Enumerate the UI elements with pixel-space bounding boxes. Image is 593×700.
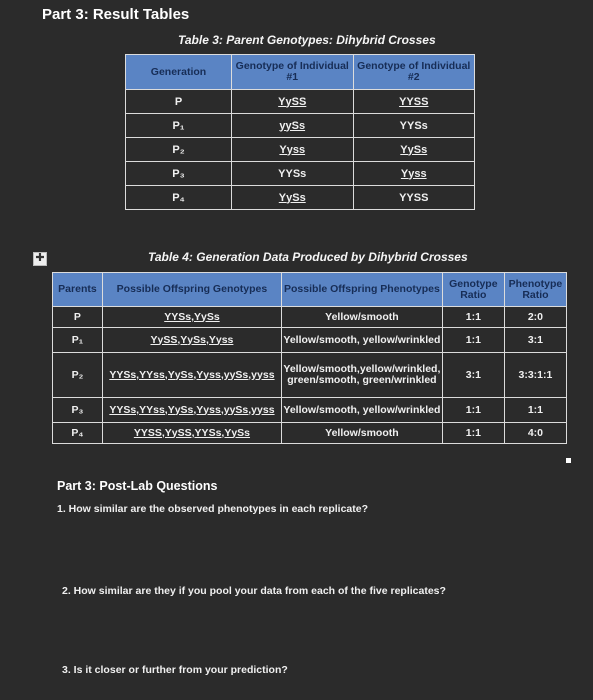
table4-cell-parent: P₃ bbox=[53, 398, 103, 423]
table4-cell-phenotypes: Yellow/smooth bbox=[282, 423, 443, 444]
table4-cell-genotype-ratio: 1:1 bbox=[442, 328, 504, 353]
table4-cell-phenotypes: Yellow/smooth, yellow/wrinkled bbox=[282, 328, 443, 353]
table3-cell-gen: P₁ bbox=[126, 114, 232, 138]
table3-header-generation: Generation bbox=[126, 55, 232, 90]
table4-caption: Table 4: Generation Data Produced by Dihybrid Crosses bbox=[148, 250, 468, 264]
table4-cell-genotype-ratio: 1:1 bbox=[442, 398, 504, 423]
table4-cell-genotypes: YYSs,YYss,YySs,Yyss,yySs,yyss bbox=[102, 353, 281, 398]
table3-cell-g1: YYSs bbox=[232, 162, 354, 186]
table-row bbox=[126, 138, 475, 162]
table3-cell-g2: Yyss bbox=[353, 162, 475, 186]
table3-cell-g2: YYSS bbox=[353, 90, 475, 114]
table4-cell-genotype-ratio: 3:1 bbox=[442, 353, 504, 398]
question-2: 2. How similar are they if you pool your data from each of the five replicates? bbox=[62, 585, 446, 597]
table-row bbox=[53, 353, 567, 398]
table4-cell-phenotypes: Yellow/smooth,yellow/wrinkled, green/smooth, green/wrinkled bbox=[282, 353, 443, 398]
question-1: 1. How similar are the observed phenotypes in each replicate? bbox=[57, 503, 369, 515]
table4-header-genotype-ratio: Genotype Ratio bbox=[442, 273, 504, 307]
table-row bbox=[53, 398, 567, 423]
table4-cell-genotypes: YYSs,YYss,YySs,Yyss,yySs,yyss bbox=[102, 398, 281, 423]
post-lab-title: Part 3: Post-Lab Questions bbox=[57, 479, 218, 493]
table4-cell-parent: P₄ bbox=[53, 423, 103, 444]
table3-cell-g1: Yyss bbox=[232, 138, 354, 162]
table4-cell-genotypes: YYSS,YySS,YYSs,YySs bbox=[102, 423, 281, 444]
table-row bbox=[126, 186, 475, 210]
table3-parent-genotypes bbox=[125, 54, 475, 210]
table3-cell-gen: P bbox=[126, 90, 232, 114]
table4-cell-phenotypes: Yellow/smooth, yellow/wrinkled bbox=[282, 398, 443, 423]
table4-cell-genotype-ratio: 1:1 bbox=[442, 423, 504, 444]
table4-cell-genotypes: YySS,YySs,Yyss bbox=[102, 328, 281, 353]
table3-header-individual2: Genotype of Individual #2 bbox=[353, 55, 475, 90]
resize-handle[interactable] bbox=[566, 458, 571, 463]
table4-cell-genotypes: YYSs,YySs bbox=[102, 307, 281, 328]
table-row bbox=[53, 307, 567, 328]
table4-cell-phenotype-ratio: 3:1 bbox=[504, 328, 566, 353]
table4-cell-parent: P bbox=[53, 307, 103, 328]
table4-cell-parent: P₁ bbox=[53, 328, 103, 353]
table3-header-individual1: Genotype of Individual #1 bbox=[232, 55, 354, 90]
table3-cell-g2: YySs bbox=[353, 138, 475, 162]
table3-caption: Table 3: Parent Genotypes: Dihybrid Crosses bbox=[178, 33, 436, 47]
part-title: Part 3: Result Tables bbox=[42, 6, 190, 23]
plus-move-icon[interactable]: ✚ bbox=[33, 252, 47, 266]
table4-cell-parent: P₂ bbox=[53, 353, 103, 398]
table4-cell-phenotype-ratio: 3:3:1:1 bbox=[504, 353, 566, 398]
table-row bbox=[126, 90, 475, 114]
table3-cell-gen: P₃ bbox=[126, 162, 232, 186]
question-3: 3. Is it closer or further from your prediction? bbox=[62, 664, 288, 676]
table-row bbox=[53, 423, 567, 444]
table4-cell-phenotype-ratio: 4:0 bbox=[504, 423, 566, 444]
table3-cell-g1: YySS bbox=[232, 90, 354, 114]
table3-cell-g2: YYSS bbox=[353, 186, 475, 210]
table4-cell-phenotypes: Yellow/smooth bbox=[282, 307, 443, 328]
table-row bbox=[126, 114, 475, 138]
table4-cell-phenotype-ratio: 2:0 bbox=[504, 307, 566, 328]
table-row bbox=[53, 328, 567, 353]
table3-cell-gen: P₄ bbox=[126, 186, 232, 210]
table3-cell-gen: P₂ bbox=[126, 138, 232, 162]
table3-cell-g1: YySs bbox=[232, 186, 354, 210]
table4-header-genotypes: Possible Offspring Genotypes bbox=[102, 273, 281, 307]
table4-header-phenotypes: Possible Offspring Phenotypes bbox=[282, 273, 443, 307]
table4-header-parents: Parents bbox=[53, 273, 103, 307]
table4-cell-genotype-ratio: 1:1 bbox=[442, 307, 504, 328]
table3-cell-g1: yySs bbox=[232, 114, 354, 138]
table-row bbox=[126, 162, 475, 186]
table4-header-phenotype-ratio: Phenotype Ratio bbox=[504, 273, 566, 307]
table4-generation-data bbox=[52, 272, 567, 444]
table4-cell-phenotype-ratio: 1:1 bbox=[504, 398, 566, 423]
table3-cell-g2: YYSs bbox=[353, 114, 475, 138]
